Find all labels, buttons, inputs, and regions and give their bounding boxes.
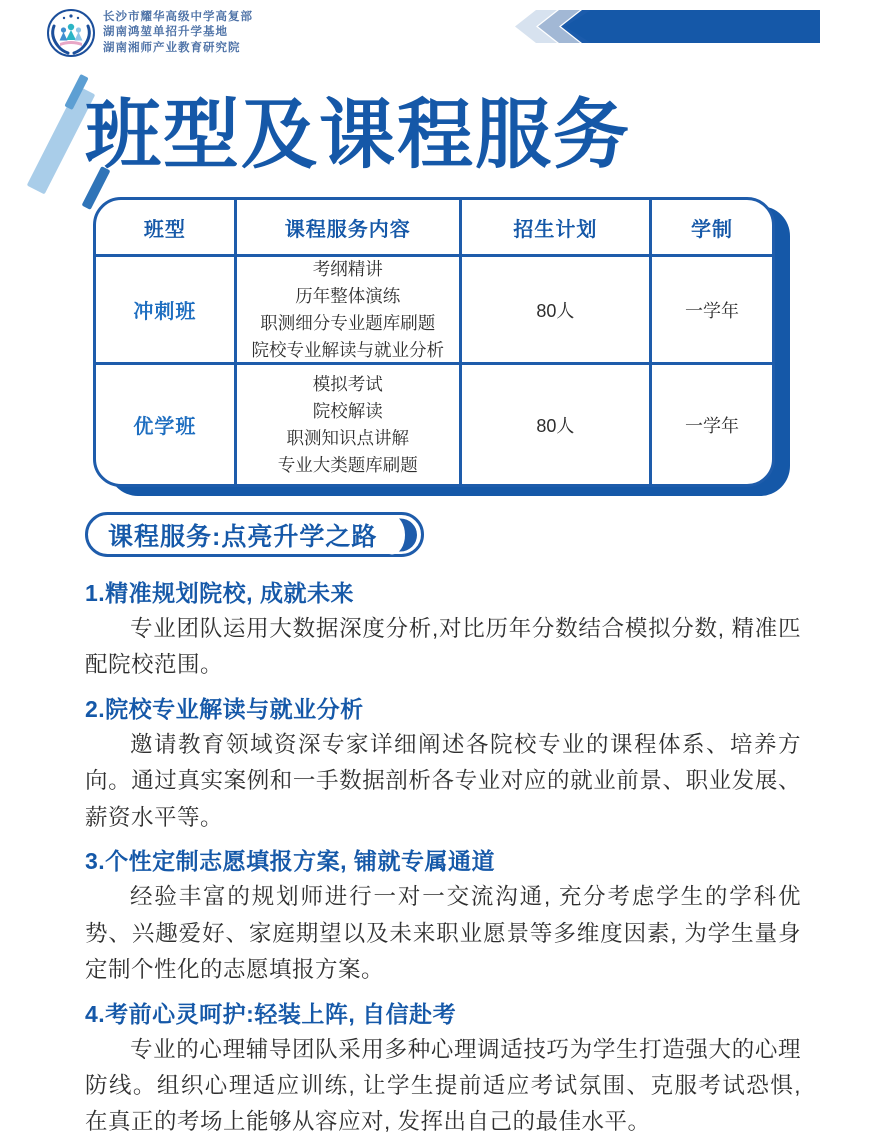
service-item: 历年整体演练 [295, 285, 401, 306]
section-1 [85, 575, 801, 684]
pill-cap-decoration [393, 518, 417, 551]
table-row-2-enrollment [459, 362, 649, 484]
service-item: 职测知识点讲解 [286, 427, 410, 448]
section-body: 专业的心理辅导团队采用多种心理调适技巧为学生打造强大的心理防线。组织心理适应训练, 让学生提前适应考试氛围、克服考试恐惧, 在真正的考场上能够从容应对, 发挥出自己的最佳水平。 [85, 1036, 801, 1135]
org-line-1: 长沙市耀华高级中学高复部 [103, 11, 253, 24]
section-heading: 4.考前心灵呵护:轻装上阵, 自信赴考 [85, 1000, 457, 1027]
service-item: 模拟考试 [312, 373, 383, 394]
table-row-2-duration [649, 362, 772, 484]
table-row-2-class-type [96, 362, 234, 484]
service-item: 职测细分专业题库刷题 [260, 312, 436, 333]
service-item: 院校专业解读与就业分析 [251, 339, 445, 360]
column-header-label: 招生计划 [513, 218, 598, 241]
column-header-label: 课程服务内容 [284, 218, 411, 241]
class-types-table [93, 197, 775, 487]
section-2 [85, 691, 801, 836]
table-row-1-duration [649, 254, 772, 362]
title-block [85, 74, 631, 183]
enrollment-value: 80人 [536, 300, 575, 321]
school-emblem-icon [46, 8, 96, 58]
service-item: 专业大类题库刷题 [277, 454, 418, 475]
enrollment-value: 80人 [536, 415, 575, 436]
service-sections [85, 568, 801, 1141]
top-banner-decoration [515, 10, 820, 43]
service-item: 院校解读 [312, 400, 383, 421]
section-heading: 1.精准规划院校, 成就未来 [85, 580, 354, 606]
duration-value: 一学年 [685, 300, 740, 321]
class-name: 优学班 [133, 416, 197, 438]
class-name: 冲刺班 [133, 301, 197, 323]
org-names [103, 10, 253, 56]
section-body: 邀请教育领域资深专家详细阐述各院校专业的课程体系、培养方向。通过真实案例和一手数据剖析各专业对应的就业前景、职业发展、薪资水平等。 [85, 731, 801, 830]
column-header-services [234, 200, 459, 254]
banner-bar-decoration [565, 10, 820, 43]
section-4 [85, 996, 801, 1141]
org-line-3: 湖南湘师产业教育研究院 [103, 41, 241, 54]
section-3 [85, 843, 801, 988]
table-row-2-services [234, 362, 459, 484]
service-item: 考纲精讲 [312, 258, 383, 279]
section-pill-heading [85, 512, 424, 557]
section-heading: 3.个性定制志愿填报方案, 铺就专属通道 [85, 848, 495, 875]
table-row-1-enrollment [459, 254, 649, 362]
org-header [46, 8, 253, 58]
column-header-label: 学制 [691, 218, 734, 241]
class-table-zone [93, 197, 775, 487]
table-row-1-class-type [96, 254, 234, 362]
section-body: 专业团队运用大数据深度分析,对比历年分数结合模拟分数, 精准匹配院校范围。 [85, 616, 801, 678]
section-heading: 2.院校专业解读与就业分析 [85, 695, 364, 722]
column-header-class-type [96, 200, 234, 254]
section-pill-label: 课程服务:点亮升学之路 [108, 522, 378, 551]
section-body: 经验丰富的规划师进行一对一交流沟通, 充分考虑学生的学科优势、兴趣爱好、家庭期望以及未来职业愿景等多维度因素, 为学生量身定制个性化的志愿填报方案。 [85, 884, 801, 983]
org-line-2: 湖南鸿堃单招升学基地 [103, 26, 228, 39]
duration-value: 一学年 [685, 415, 740, 436]
column-header-label: 班型 [143, 218, 186, 241]
table-row-1-services [234, 254, 459, 362]
column-header-enrollment [459, 200, 649, 254]
column-header-duration [649, 200, 772, 254]
page-title: 班型及课程服务 [85, 93, 631, 178]
